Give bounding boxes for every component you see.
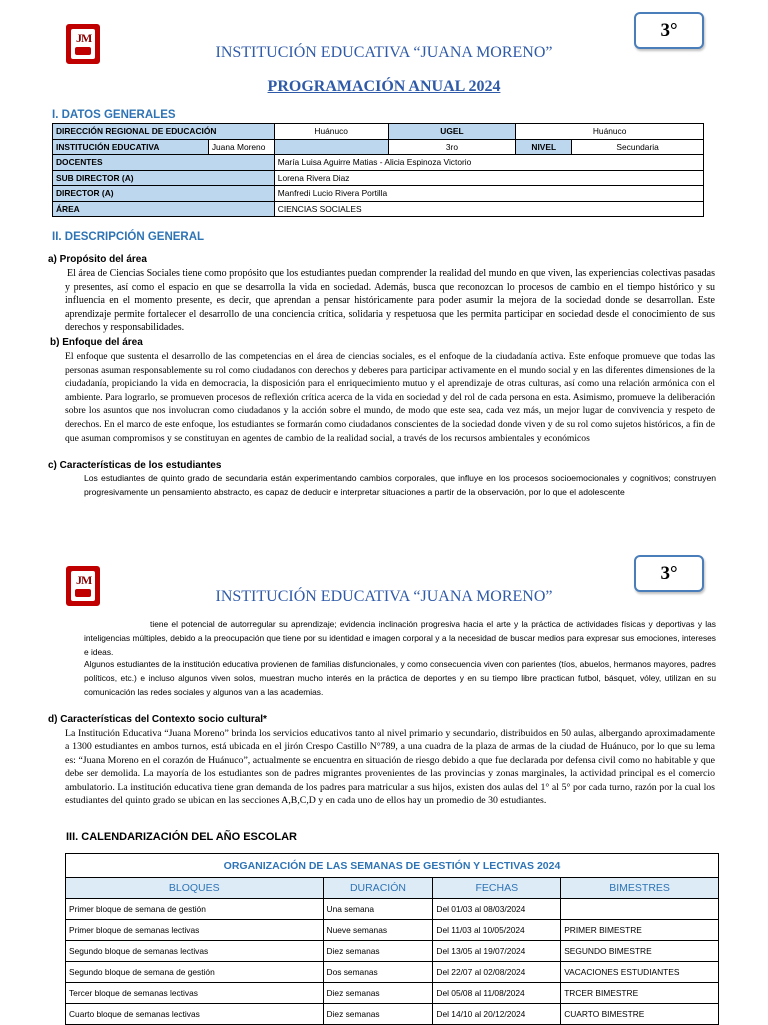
table-row bbox=[53, 155, 704, 171]
cell-fechas: Del 14/10 al 20/12/2024 bbox=[433, 1004, 561, 1025]
cell-bloque: Primer bloque de semana de gestión bbox=[66, 899, 324, 920]
cell-duracion: Diez semanas bbox=[323, 983, 433, 1004]
cell-fechas: Del 11/03 al 10/05/2024 bbox=[433, 920, 561, 941]
caracteristicas-estudiantes-continued: tiene el potencial de autorregular su aprendizaje; evidencia inclinación progresiva hacia el arte y la práctica de actividades físicas y deportivas y las inteligencias múltiples, debido a la preocupación que tiene por su identidad e imagen corporal y a la necesidad de buscar medios para expresar sus emociones, intereses e ideas. bbox=[84, 619, 716, 657]
cell-fechas: Del 01/03 al 08/03/2024 bbox=[433, 899, 561, 920]
caracteristicas-estudiantes-text: Los estudiantes de quinto grado de secundaria están experimentando cambios corporales, que influye en los procesos socioemocionales y cognitivos; construyen progresivamente un pensamiento abstracto, es capaz de deducir e interpretar situaciones a partir de la observación, por lo que el adolescente bbox=[84, 473, 716, 497]
grade-badge: 3° bbox=[634, 12, 704, 49]
ie-label: INSTITUCIÓN EDUCATIVA bbox=[53, 139, 209, 155]
general-data-table bbox=[52, 123, 704, 217]
proposito-heading: a) Propósito del área bbox=[48, 254, 147, 265]
table-row bbox=[53, 201, 704, 217]
proposito-text: El área de Ciencias Sociales tiene como propósito que los estudiantes puedan comprender la realidad del mundo en que viven, las experiencias colectivas pasadas y presentes, así como el espacio en que se desarrolla la vida en sociedad. Además, busca que reconozcan lo procesos de cambio en el tiempo histórico y su influencia en el momento presente, es decir, que aprendan a pensar históricamente para poder asumir la mejora de la sociedad donde se desarrollan. Este aprendizaje permite fortalecer el desarrollo de una conciencia crítica, solidaria y respetuosa que les permita participar en sociedad desde el conocimiento de sus derechos y responsabilidades. bbox=[65, 268, 715, 334]
cell-bimestre: TRCER BIMESTRE bbox=[561, 983, 719, 1004]
cell-duracion: Nueve semanas bbox=[323, 920, 433, 941]
cell-fechas: Del 13/05 al 19/07/2024 bbox=[433, 941, 561, 962]
table-row bbox=[53, 139, 704, 155]
institution-title: INSTITUCIÓN EDUCATIVA “JUANA MORENO” bbox=[215, 44, 553, 61]
table-row bbox=[53, 124, 704, 140]
cell-bloque: Segundo bloque de semanas lectivas bbox=[66, 941, 324, 962]
dre-value: Huánuco bbox=[274, 124, 388, 140]
director-label: DIRECTOR (A) bbox=[53, 186, 275, 202]
cell-bloque: Tercer bloque de semanas lectivas bbox=[66, 983, 324, 1004]
cell-bimestre: PRIMER BIMESTRE bbox=[561, 920, 719, 941]
dre-label: DIRECCIÓN REGIONAL DE EDUCACIÓN bbox=[53, 124, 275, 140]
grade-badge: 3° bbox=[634, 555, 704, 592]
ugel-value: Huánuco bbox=[516, 124, 704, 140]
section-descripcion-heading: II. DESCRIPCIÓN GENERAL bbox=[52, 231, 205, 243]
director-value: Manfredi Lucio Rivera Portilla bbox=[274, 186, 703, 202]
ugel-label: UGEL bbox=[388, 124, 516, 140]
institution-title: INSTITUCIÓN EDUCATIVA “JUANA MORENO” bbox=[215, 588, 553, 605]
area-label: ÁREA bbox=[53, 201, 275, 217]
column-header-bimestres: BIMESTRES bbox=[561, 878, 719, 899]
column-header-duracion: DURACIÓN bbox=[323, 878, 433, 899]
column-header-bloques: BLOQUES bbox=[66, 878, 324, 899]
school-logo-text: JM bbox=[76, 573, 92, 587]
caracteristicas-estudiantes-paragraph-2: Algunos estudiantes de la institución educativa provienen de familias disfuncionales, y como consecuencia viven con parientes (tíos, abuelos, hermanos mayores, padres políticos, etc.) e incluso algunos viven solos, muestran mucho interés en la práctica de deportes y en su tiempo libre practican futbol, básquet, vóley, utilizan en su comunicación las redes sociales y algunos van a las academias. bbox=[84, 659, 716, 697]
table-row bbox=[66, 962, 719, 983]
section-datos-generales-heading: I. DATOS GENERALES bbox=[52, 109, 176, 121]
calendar-table bbox=[65, 853, 719, 1025]
cell-bimestre: SEGUNDO BIMESTRE bbox=[561, 941, 719, 962]
cell-duracion: Diez semanas bbox=[323, 941, 433, 962]
ie-value: Juana Moreno bbox=[208, 139, 274, 155]
cell-bimestre: CUARTO BIMESTRE bbox=[561, 1004, 719, 1025]
table-row bbox=[66, 941, 719, 962]
table-row bbox=[66, 1004, 719, 1025]
subdirector-value: Lorena Rivera Diaz bbox=[274, 170, 703, 186]
nivel-value: Secundaria bbox=[572, 139, 704, 155]
cell-fechas: Del 22/07 al 02/08/2024 bbox=[433, 962, 561, 983]
program-title: PROGRAMACIÓN ANUAL 2024 bbox=[267, 78, 501, 95]
school-logo-text: JM bbox=[76, 31, 92, 45]
cell-duracion: Diez semanas bbox=[323, 1004, 433, 1025]
calendar-table-title: ORGANIZACIÓN DE LAS SEMANAS DE GESTIÓN Y LECTIVAS 2024 bbox=[66, 854, 719, 878]
nivel-label: NIVEL bbox=[516, 139, 572, 155]
table-row bbox=[53, 186, 704, 202]
enfoque-text: El enfoque que sustenta el desarrollo de las competencias en el área de ciencias sociales, es el enfoque de la ciudadanía activa. Este enfoque promueve que todas las personas asuman responsablemente su rol como ciudadanos con derechos y deberes para participar activamente en el mundo social y en las diferentes dimensiones de la ciudadanía, propiciando la vida en democracia, la disposición para el enriquecimiento mutuo y el aprendizaje de otras culturas, así como una relación armónica con el ambiente. Para lograrlo, se promueven procesos de reflexión crítica acerca de la vida en sociedad y del rol de cada persona en esta. Asimismo, promueve la deliberación sobre los asuntos que nos involucran como ciudadanos y la acción sobre el mundo, de modo que este sea, cada vez más, un mejor lugar de convivencia y respeto de derechos. En el marco de este enfoque, los estudiantes se formarán como ciudadanos conscientes de la sociedad donde viven y de su rol como sujetos históricos, a fin de que asuman compromisos y se constituyan en agentes de cambio de la realidad social, a través de los recursos ambientales y económicos bbox=[65, 351, 715, 444]
cell-bloque: Primer bloque de semanas lectivas bbox=[66, 920, 324, 941]
cell-duracion: Dos semanas bbox=[323, 962, 433, 983]
cell-duracion: Una semana bbox=[323, 899, 433, 920]
cell-bimestre: VACACIONES ESTUDIANTES bbox=[561, 962, 719, 983]
caracteristicas-estudiantes-heading: c) Características de los estudiantes bbox=[48, 460, 222, 471]
calendarizacion-heading: III. CALENDARIZACIÓN DEL AÑO ESCOLAR bbox=[66, 831, 298, 843]
cell-fechas: Del 05/08 al 11/08/2024 bbox=[433, 983, 561, 1004]
table-row bbox=[66, 899, 719, 920]
table-row bbox=[66, 920, 719, 941]
grade-value: 3ro bbox=[388, 139, 516, 155]
cell-bloque: Cuarto bloque de semanas lectivas bbox=[66, 1004, 324, 1025]
table-row bbox=[66, 983, 719, 1004]
enfoque-heading: b) Enfoque del área bbox=[50, 337, 143, 348]
subdirector-label: SUB DIRECTOR (A) bbox=[53, 170, 275, 186]
docentes-value: María Luisa Aguirre Matias - Alicia Espinoza Victorio bbox=[274, 155, 703, 171]
docentes-label: DOCENTES bbox=[53, 155, 275, 171]
contexto-text: La Institución Educativa “Juana Moreno” brinda los servicios educativos tanto al nivel primario y secundario, distribuidos en 50 aulas, albergando aproximadamente a 1300 estudiantes en ambos turnos, está ubicada en el jirón Crespo Castillo N°789, a una cuadra de la plaza de armas de la ciudad de Huánuco, por lo que su lema es: “Juana Moreno en el corazón de Huánuco”, actualmente se encuentra en situación de riesgo debido a que fue declarada por defensa civil como no habitable y que debe ser demolida. La mayoría de los estudiantes son de padres migrantes provenientes de las provincias y zonas marginales, la actividad principal es el comercio ambulatorio. La institución educativa tiene gran demanda de los padres para matricular a sus hijos, existen dos aulas del 1° al 5° por cada turno, razón por la cual los estudiantes del quinto grado se ubican en las secciones A,B,C,D y en cada uno de ellos hay un promedio de 30 estudiantes. bbox=[65, 728, 715, 807]
table-row bbox=[53, 170, 704, 186]
cell-bimestre bbox=[561, 899, 719, 920]
contexto-heading: d) Características del Contexto socio cultural* bbox=[48, 714, 267, 725]
cell-bloque: Segundo bloque de semana de gestión bbox=[66, 962, 324, 983]
column-header-fechas: FECHAS bbox=[433, 878, 561, 899]
area-value: CIENCIAS SOCIALES bbox=[274, 201, 703, 217]
